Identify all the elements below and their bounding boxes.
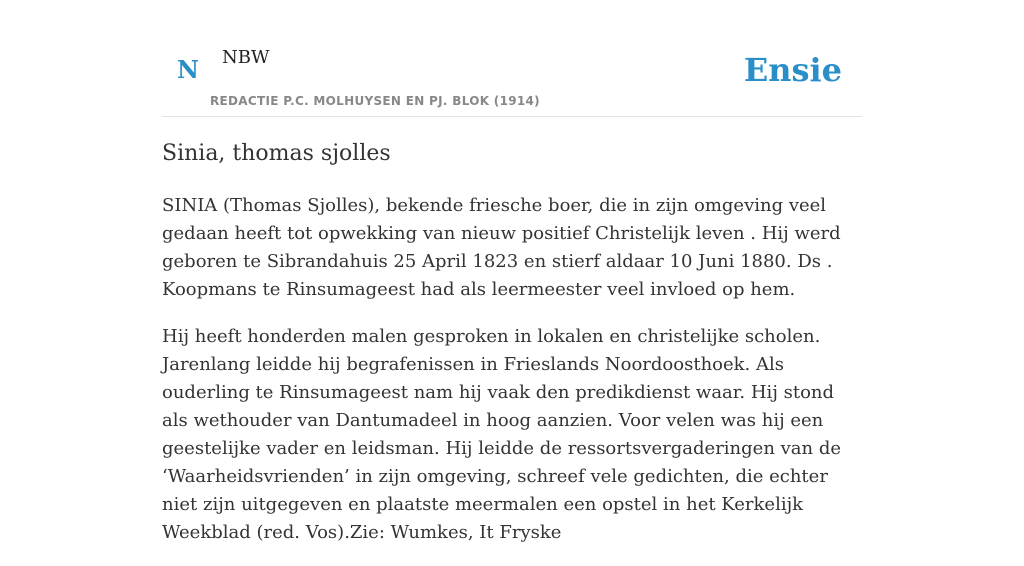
article-title: Sinia, thomas sjolles xyxy=(162,141,391,166)
article-paragraph: SINIA (Thomas Sjolles), bekende friesche boer, die in zijn omgeving veel gedaan heeft tot opwekking van nieuw positief Christelijk leven . Hij werd geboren te Sibrandahuis 25 April 1823 en stierf aldaar 10 Juni 1880. Ds . Koopmans te Rinsumageest had als leermeester veel invloed op hem. xyxy=(162,195,841,300)
source-name[interactable]: NBW xyxy=(222,47,270,68)
article-body xyxy=(162,192,862,566)
source-logo[interactable]: N xyxy=(177,55,199,84)
article-paragraph: Hij heeft honderden malen gesproken in lokalen en christelijke scholen. Jarenlang leidde hij begrafenissen in Frieslands Noordoosthoek. Als ouderling te Rinsumageest nam hij vaak den predikdienst waar. Hij stond als wethouder van Dantumadeel in hoog aanzien. Voor velen was hij een geestelijke vader en leidsman. Hij leidde de ressortsvergaderingen van de ‘Waarheidsvrienden’ in zijn omgeving, schreef vele gedichten, die echter niet zijn uitgegeven en plaatste meermalen een opstel in het Kerkelijk Weekblad (red. Vos).Zie: Wumkes, It Fryske xyxy=(162,326,842,543)
content-column xyxy=(162,0,862,543)
source-editors: REDACTIE P.C. MOLHUYSEN EN PJ. BLOK (1914) xyxy=(210,94,540,108)
source-header xyxy=(162,0,862,117)
brand-logo[interactable]: Ensie xyxy=(743,51,842,89)
